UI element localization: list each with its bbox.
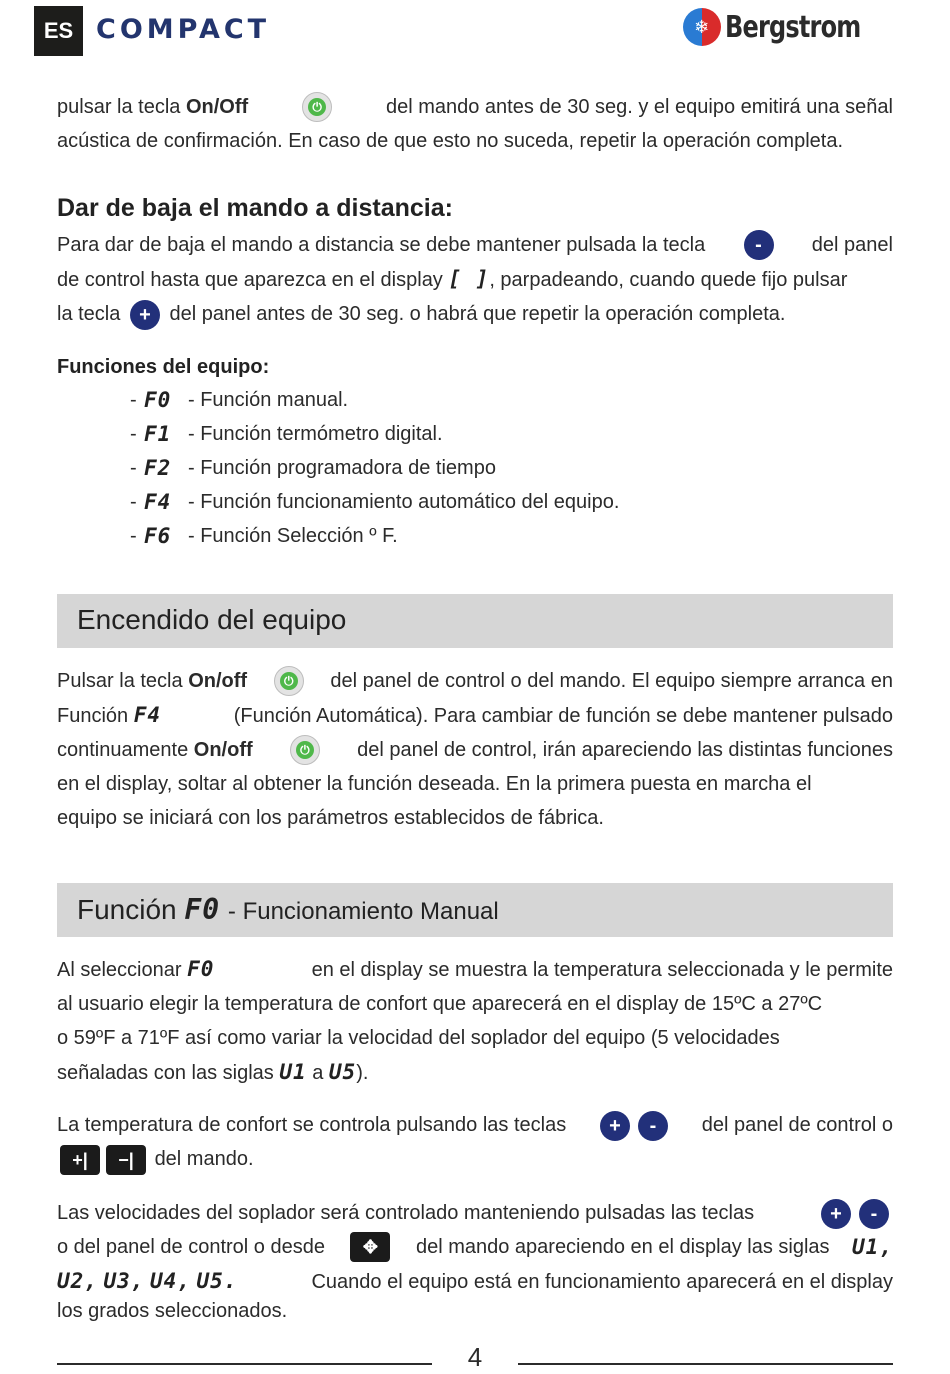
section-band-manual	[57, 883, 893, 937]
power-icon: ⏻	[274, 666, 304, 696]
manual-paragraph-2: La temperatura de confort se controla pulsando las teclas + - del panel de control o +| −| del mando.	[57, 1108, 893, 1176]
baja-paragraph: Para dar de baja el mando a distancia se debe mantener pulsada la tecla - del panel de control hasta que aparezca en el display [ ], parpadeando, cuando quede fijo pulsar la tecla + del panel antes de 30 seg. o habrá que repetir la operación completa.	[57, 228, 893, 331]
list-item: - F4 - Función funcionamiento automático del equipo.	[130, 490, 620, 514]
plus-icon: +	[130, 300, 160, 330]
plus-icon: +	[821, 1199, 851, 1229]
manual-paragraph-1: Al seleccionar F0 en el display se muestra la temperatura seleccionada y le permite al usuario elegir la temperatura de confort que aparecerá en el display de 15ºC a 27ºC o 59ºF a 71ºF así como variar la velocidad del soplador del equipo (5 velocidades señaladas con las siglas U1 a U5).	[57, 957, 893, 1084]
manual-paragraph-3: Las velocidades del soplador será controlado manteniendo pulsadas las teclas + - o del panel de control o desde ✥ del mando apareciendo en el display las siglas U1, U2, U3, U4, U5. Cuando el equipo está en funcionamiento aparecerá en el display los grados seleccionados.	[57, 1196, 893, 1323]
intro-paragraph: pulsar la tecla On/Off ⏻ del mando antes de 30 seg. y el equipo emitirá una señal acústica de confirmación. En caso de que esto no suceda, repetir la operación completa.	[57, 90, 893, 158]
minus-icon: -	[859, 1199, 889, 1229]
language-badge: ES	[34, 6, 83, 56]
function-list	[130, 383, 619, 553]
brand-name: Bergstrom	[724, 9, 861, 45]
power-icon: ⏻	[290, 735, 320, 765]
section-heading-baja: Dar de baja el mando a distancia:	[57, 194, 453, 222]
minus-icon: -	[744, 230, 774, 260]
snowflake-sun-icon: ❄	[683, 8, 721, 46]
remote-plus-icon: +|	[60, 1145, 100, 1175]
remote-minus-icon: −|	[106, 1145, 146, 1175]
section-band-encendido	[57, 594, 893, 648]
encendido-paragraph: Pulsar la tecla On/off ⏻ del panel de control o del mando. El equipo siempre arranca en Función F4 (Función Automática). Para cambiar de función se debe mantener pulsado continuamente On/off ⏻ del panel de control, irán apareciendo las distintas funciones en el display, soltar al obtener la función deseada. En la primera puesta en marcha el equipo se iniciará con los parámetros establecidos de fábrica.	[57, 664, 893, 835]
section-heading-manual: Función F0 - Funcionamiento Manual	[77, 893, 499, 926]
display-code: [ ]	[448, 267, 490, 291]
footer-rule-right	[518, 1363, 893, 1365]
plus-icon: +	[600, 1111, 630, 1141]
power-icon: ⏻	[302, 92, 332, 122]
footer-rule-left	[57, 1363, 432, 1365]
fan-icon: ✥	[350, 1232, 390, 1262]
section-heading-encendido: Encendido del equipo	[77, 604, 347, 635]
list-item: - F6 - Función Selección º F.	[130, 524, 398, 548]
list-item: - F2 - Función programadora de tiempo	[130, 456, 496, 480]
minus-icon: -	[638, 1111, 668, 1141]
brand-logo	[683, 8, 894, 46]
list-item: - F1 - Función termómetro digital.	[130, 422, 443, 446]
page-number: 4	[467, 1342, 483, 1372]
list-item: - F0 - Función manual.	[130, 388, 349, 412]
section-heading-funciones: Funciones del equipo:	[57, 356, 270, 378]
doc-title: COMPACT	[96, 14, 271, 45]
